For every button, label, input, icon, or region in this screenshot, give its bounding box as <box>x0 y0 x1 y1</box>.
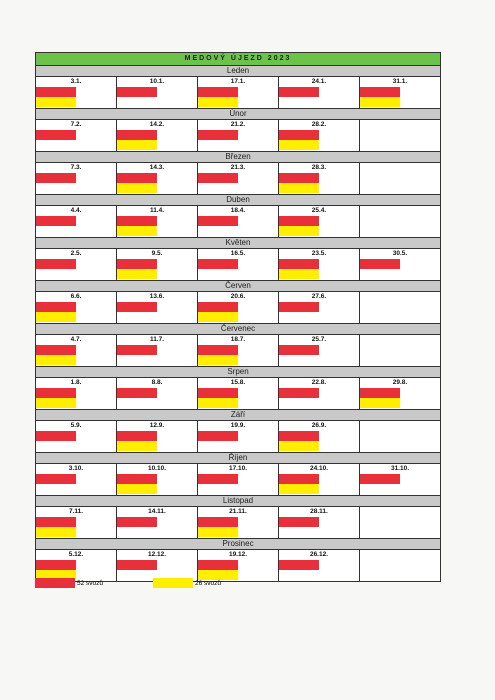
yellow-collection-marker <box>279 269 319 279</box>
day-cell <box>198 378 279 409</box>
day-date: 7.2. <box>70 121 82 128</box>
day-cell <box>117 421 198 452</box>
day-date: 17.10. <box>228 465 248 472</box>
day-cell <box>360 507 440 538</box>
day-cell <box>36 292 117 323</box>
week-row <box>36 507 440 539</box>
legend-red-label: 52 svozů <box>77 580 104 587</box>
day-cell <box>117 77 198 108</box>
month-header: Červen <box>36 281 440 292</box>
red-collection-marker <box>117 388 157 398</box>
day-cell <box>198 550 279 581</box>
month-header: Leden <box>36 66 440 77</box>
day-cell <box>36 421 117 452</box>
day-date: 26.9. <box>311 422 327 429</box>
yellow-collection-marker <box>360 398 400 408</box>
day-cell <box>198 206 279 237</box>
day-cell <box>279 335 360 366</box>
red-collection-marker <box>279 130 319 140</box>
red-collection-marker <box>279 259 319 269</box>
day-date: 21.3. <box>230 164 246 171</box>
legend-red-swatch <box>35 578 75 588</box>
yellow-collection-marker <box>198 398 238 408</box>
day-cell <box>279 249 360 280</box>
red-collection-marker <box>36 216 76 226</box>
day-date: 20.6. <box>230 293 246 300</box>
day-cell <box>36 507 117 538</box>
day-date <box>360 550 440 559</box>
page-title: MEDOVÝ ÚJEZD 2023 <box>35 52 441 66</box>
red-collection-marker <box>198 130 238 140</box>
day-cell <box>198 464 279 495</box>
yellow-collection-marker <box>279 226 319 236</box>
week-row <box>36 464 440 496</box>
red-collection-marker <box>279 216 319 226</box>
day-date: 19.9. <box>230 422 246 429</box>
red-collection-marker <box>117 474 157 484</box>
day-cell <box>117 464 198 495</box>
month-header: Únor <box>36 109 440 120</box>
day-date <box>360 163 440 172</box>
week-row <box>36 292 440 324</box>
day-date: 7.11. <box>68 508 84 515</box>
day-date: 28.2. <box>311 121 327 128</box>
day-date: 9.5. <box>151 250 163 257</box>
week-row <box>36 77 440 109</box>
month-block <box>35 66 441 109</box>
day-cell <box>117 249 198 280</box>
day-date: 17.1. <box>230 78 246 85</box>
red-collection-marker <box>36 431 76 441</box>
red-collection-marker <box>117 130 157 140</box>
month-block <box>35 195 441 238</box>
red-collection-marker <box>117 302 157 312</box>
red-collection-marker <box>117 87 157 97</box>
day-date: 14.3. <box>149 164 165 171</box>
red-collection-marker <box>279 87 319 97</box>
day-cell <box>360 249 440 280</box>
day-date <box>360 421 440 430</box>
day-cell <box>117 163 198 194</box>
day-cell <box>117 335 198 366</box>
day-date: 15.8. <box>230 379 246 386</box>
day-date: 4.7. <box>70 336 82 343</box>
day-date: 18.7. <box>230 336 246 343</box>
red-collection-marker <box>360 87 400 97</box>
red-collection-marker <box>198 87 238 97</box>
red-collection-marker <box>198 517 238 527</box>
day-date: 6.6. <box>70 293 82 300</box>
red-collection-marker <box>198 259 238 269</box>
day-cell <box>198 292 279 323</box>
red-collection-marker <box>36 173 76 183</box>
red-collection-marker <box>36 517 76 527</box>
day-date: 10.1. <box>149 78 165 85</box>
yellow-collection-marker <box>360 97 400 107</box>
day-cell <box>360 464 440 495</box>
day-cell <box>360 206 440 237</box>
yellow-collection-marker <box>279 183 319 193</box>
day-cell <box>198 163 279 194</box>
red-collection-marker <box>36 345 76 355</box>
yellow-collection-marker <box>117 140 157 150</box>
day-cell <box>117 120 198 151</box>
yellow-collection-marker <box>36 398 76 408</box>
yellow-collection-marker <box>36 312 76 322</box>
red-collection-marker <box>36 560 76 570</box>
week-row <box>36 335 440 367</box>
day-cell <box>198 249 279 280</box>
day-cell <box>279 464 360 495</box>
yellow-collection-marker <box>36 97 76 107</box>
day-cell <box>36 249 117 280</box>
day-cell <box>117 206 198 237</box>
day-cell <box>279 163 360 194</box>
legend-yellow-swatch <box>153 578 193 588</box>
day-cell <box>360 421 440 452</box>
day-date: 29.8. <box>392 379 408 386</box>
day-date: 26.12. <box>309 551 329 558</box>
red-collection-marker <box>117 216 157 226</box>
month-block <box>35 539 441 582</box>
yellow-collection-marker <box>117 269 157 279</box>
day-cell <box>36 550 117 581</box>
red-collection-marker <box>198 345 238 355</box>
red-collection-marker <box>198 431 238 441</box>
day-cell <box>360 77 440 108</box>
month-header: Srpen <box>36 367 440 378</box>
day-cell <box>360 335 440 366</box>
day-cell <box>198 421 279 452</box>
month-block <box>35 109 441 152</box>
months-container <box>35 66 441 582</box>
red-collection-marker <box>117 517 157 527</box>
yellow-collection-marker <box>36 355 76 365</box>
day-cell <box>279 77 360 108</box>
month-header: Duben <box>36 195 440 206</box>
day-cell <box>117 378 198 409</box>
day-date: 14.2. <box>149 121 165 128</box>
day-date: 8.8. <box>151 379 163 386</box>
day-date: 24.10. <box>309 465 329 472</box>
day-date: 7.3. <box>70 164 82 171</box>
red-collection-marker <box>36 259 76 269</box>
yellow-collection-marker <box>36 527 76 537</box>
month-block <box>35 453 441 496</box>
day-cell <box>198 507 279 538</box>
month-header: Prosinec <box>36 539 440 550</box>
yellow-collection-marker <box>198 312 238 322</box>
week-row <box>36 378 440 410</box>
day-date: 24.1. <box>311 78 327 85</box>
day-cell <box>279 292 360 323</box>
day-date: 22.8. <box>311 379 327 386</box>
week-row <box>36 421 440 453</box>
week-row <box>36 249 440 281</box>
day-cell <box>279 206 360 237</box>
day-date: 13.6. <box>149 293 165 300</box>
day-cell <box>360 292 440 323</box>
red-collection-marker <box>360 259 400 269</box>
day-cell <box>198 335 279 366</box>
red-collection-marker <box>279 388 319 398</box>
red-collection-marker <box>279 474 319 484</box>
day-cell <box>360 120 440 151</box>
day-date: 19.12. <box>228 551 248 558</box>
red-collection-marker <box>117 560 157 570</box>
day-date: 5.9. <box>70 422 82 429</box>
month-header: Červenec <box>36 324 440 335</box>
week-row <box>36 120 440 152</box>
day-date: 12.9. <box>149 422 165 429</box>
day-date: 21.2. <box>230 121 246 128</box>
day-date: 3.10. <box>68 465 84 472</box>
day-date: 23.5. <box>311 250 327 257</box>
legend <box>35 578 335 590</box>
day-date: 10.10. <box>147 465 167 472</box>
day-cell <box>279 120 360 151</box>
day-cell <box>360 550 440 581</box>
day-cell <box>36 464 117 495</box>
day-date <box>360 120 440 129</box>
red-collection-marker <box>36 388 76 398</box>
yellow-collection-marker <box>117 183 157 193</box>
day-cell <box>279 550 360 581</box>
day-cell <box>198 120 279 151</box>
red-collection-marker <box>198 388 238 398</box>
day-date <box>360 292 440 301</box>
red-collection-marker <box>198 302 238 312</box>
red-collection-marker <box>36 302 76 312</box>
yellow-collection-marker <box>117 484 157 494</box>
day-date <box>360 507 440 516</box>
red-collection-marker <box>198 560 238 570</box>
yellow-collection-marker <box>198 355 238 365</box>
month-block <box>35 281 441 324</box>
day-cell <box>36 77 117 108</box>
red-collection-marker <box>36 474 76 484</box>
legend-yellow-label: 26 svozů <box>195 580 222 587</box>
red-collection-marker <box>279 517 319 527</box>
week-row <box>36 163 440 195</box>
day-cell <box>360 163 440 194</box>
month-block <box>35 324 441 367</box>
red-collection-marker <box>36 87 76 97</box>
red-collection-marker <box>117 259 157 269</box>
red-collection-marker <box>279 560 319 570</box>
day-date: 11.4. <box>149 207 165 214</box>
day-cell <box>117 507 198 538</box>
red-collection-marker <box>360 474 400 484</box>
red-collection-marker <box>279 345 319 355</box>
day-date: 25.4. <box>311 207 327 214</box>
day-date: 30.5. <box>392 250 408 257</box>
month-block <box>35 152 441 195</box>
yellow-collection-marker <box>117 441 157 451</box>
day-date: 2.5. <box>70 250 82 257</box>
red-collection-marker <box>117 345 157 355</box>
day-date: 28.11. <box>310 508 328 515</box>
red-collection-marker <box>36 130 76 140</box>
day-cell <box>279 507 360 538</box>
day-date: 3.1. <box>70 78 82 85</box>
day-date: 18.4. <box>230 207 246 214</box>
day-cell <box>36 163 117 194</box>
month-block <box>35 367 441 410</box>
yellow-collection-marker <box>198 97 238 107</box>
day-date: 11.7. <box>149 336 165 343</box>
day-cell <box>198 77 279 108</box>
red-collection-marker <box>279 173 319 183</box>
yellow-collection-marker <box>198 527 238 537</box>
red-collection-marker <box>117 173 157 183</box>
month-header: Září <box>36 410 440 421</box>
day-date: 31.1. <box>392 78 408 85</box>
month-header: Květen <box>36 238 440 249</box>
day-date: 4.4. <box>70 207 82 214</box>
day-cell <box>117 292 198 323</box>
month-block <box>35 496 441 539</box>
month-header: Říjen <box>36 453 440 464</box>
day-cell <box>279 421 360 452</box>
day-date: 12.12. <box>147 551 167 558</box>
day-date: 27.6. <box>311 293 327 300</box>
day-date <box>360 335 440 344</box>
yellow-collection-marker <box>117 226 157 236</box>
day-cell <box>36 335 117 366</box>
day-date <box>360 206 440 215</box>
week-row <box>36 206 440 238</box>
month-block <box>35 238 441 281</box>
day-date: 1.8. <box>70 379 82 386</box>
schedule-sheet <box>35 52 441 582</box>
month-header: Březen <box>36 152 440 163</box>
red-collection-marker <box>117 431 157 441</box>
red-collection-marker <box>198 216 238 226</box>
day-date: 31.10. <box>390 465 410 472</box>
yellow-collection-marker <box>279 140 319 150</box>
day-cell <box>279 378 360 409</box>
red-collection-marker <box>198 173 238 183</box>
day-date: 5.12. <box>68 551 84 558</box>
red-collection-marker <box>279 431 319 441</box>
month-header: Listopad <box>36 496 440 507</box>
day-cell <box>360 378 440 409</box>
day-date: 21.11. <box>229 508 247 515</box>
day-cell <box>117 550 198 581</box>
red-collection-marker <box>198 474 238 484</box>
day-cell <box>36 206 117 237</box>
month-block <box>35 410 441 453</box>
yellow-collection-marker <box>279 484 319 494</box>
day-date: 16.5. <box>230 250 246 257</box>
day-cell <box>36 378 117 409</box>
red-collection-marker <box>360 388 400 398</box>
yellow-collection-marker <box>279 441 319 451</box>
red-collection-marker <box>279 302 319 312</box>
day-cell <box>36 120 117 151</box>
day-date: 25.7. <box>311 336 327 343</box>
day-date: 28.3. <box>311 164 327 171</box>
day-date: 14.11. <box>148 508 166 515</box>
